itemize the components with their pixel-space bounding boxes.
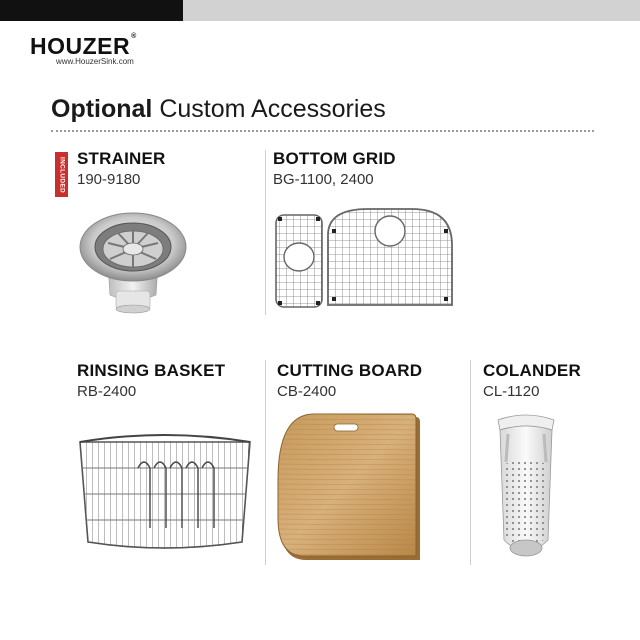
strainer-image [76, 205, 191, 315]
strainer-title: STRAINER [77, 149, 166, 168]
title-bold: Optional [51, 95, 153, 123]
registered-mark: ® [131, 33, 137, 40]
dotted-divider [51, 130, 594, 132]
colander-title: COLANDER [483, 361, 581, 380]
bottom-grid-title: BOTTOM GRID [273, 149, 396, 168]
bottom-grid-code: BG-1100, 2400 [273, 171, 374, 188]
rinsing-basket-code: RB-2400 [77, 383, 137, 400]
strainer-code: 190-9180 [77, 171, 141, 188]
rinsing-basket-image [74, 420, 256, 565]
brand-name: HOUZER [30, 33, 131, 59]
column-divider [470, 360, 471, 565]
colander-image [486, 412, 566, 567]
colander-code: CL-1120 [483, 383, 540, 400]
cutting-board-code: CB-2400 [277, 383, 337, 400]
title-rest: Custom Accessories [159, 95, 386, 123]
included-badge: INCLUDED [55, 152, 68, 197]
houzer-logo [30, 33, 137, 60]
column-divider [265, 150, 266, 315]
page-title [51, 95, 386, 124]
rinsing-basket-title: RINSING BASKET [77, 361, 226, 380]
top-bar-light [183, 0, 640, 21]
column-divider [265, 360, 266, 565]
cutting-board-image [276, 412, 426, 567]
website-url: www.HouzerSink.com [56, 57, 134, 66]
cutting-board-title: CUTTING BOARD [277, 361, 423, 380]
bottom-grid-image [272, 205, 462, 317]
top-bar-dark [0, 0, 183, 21]
